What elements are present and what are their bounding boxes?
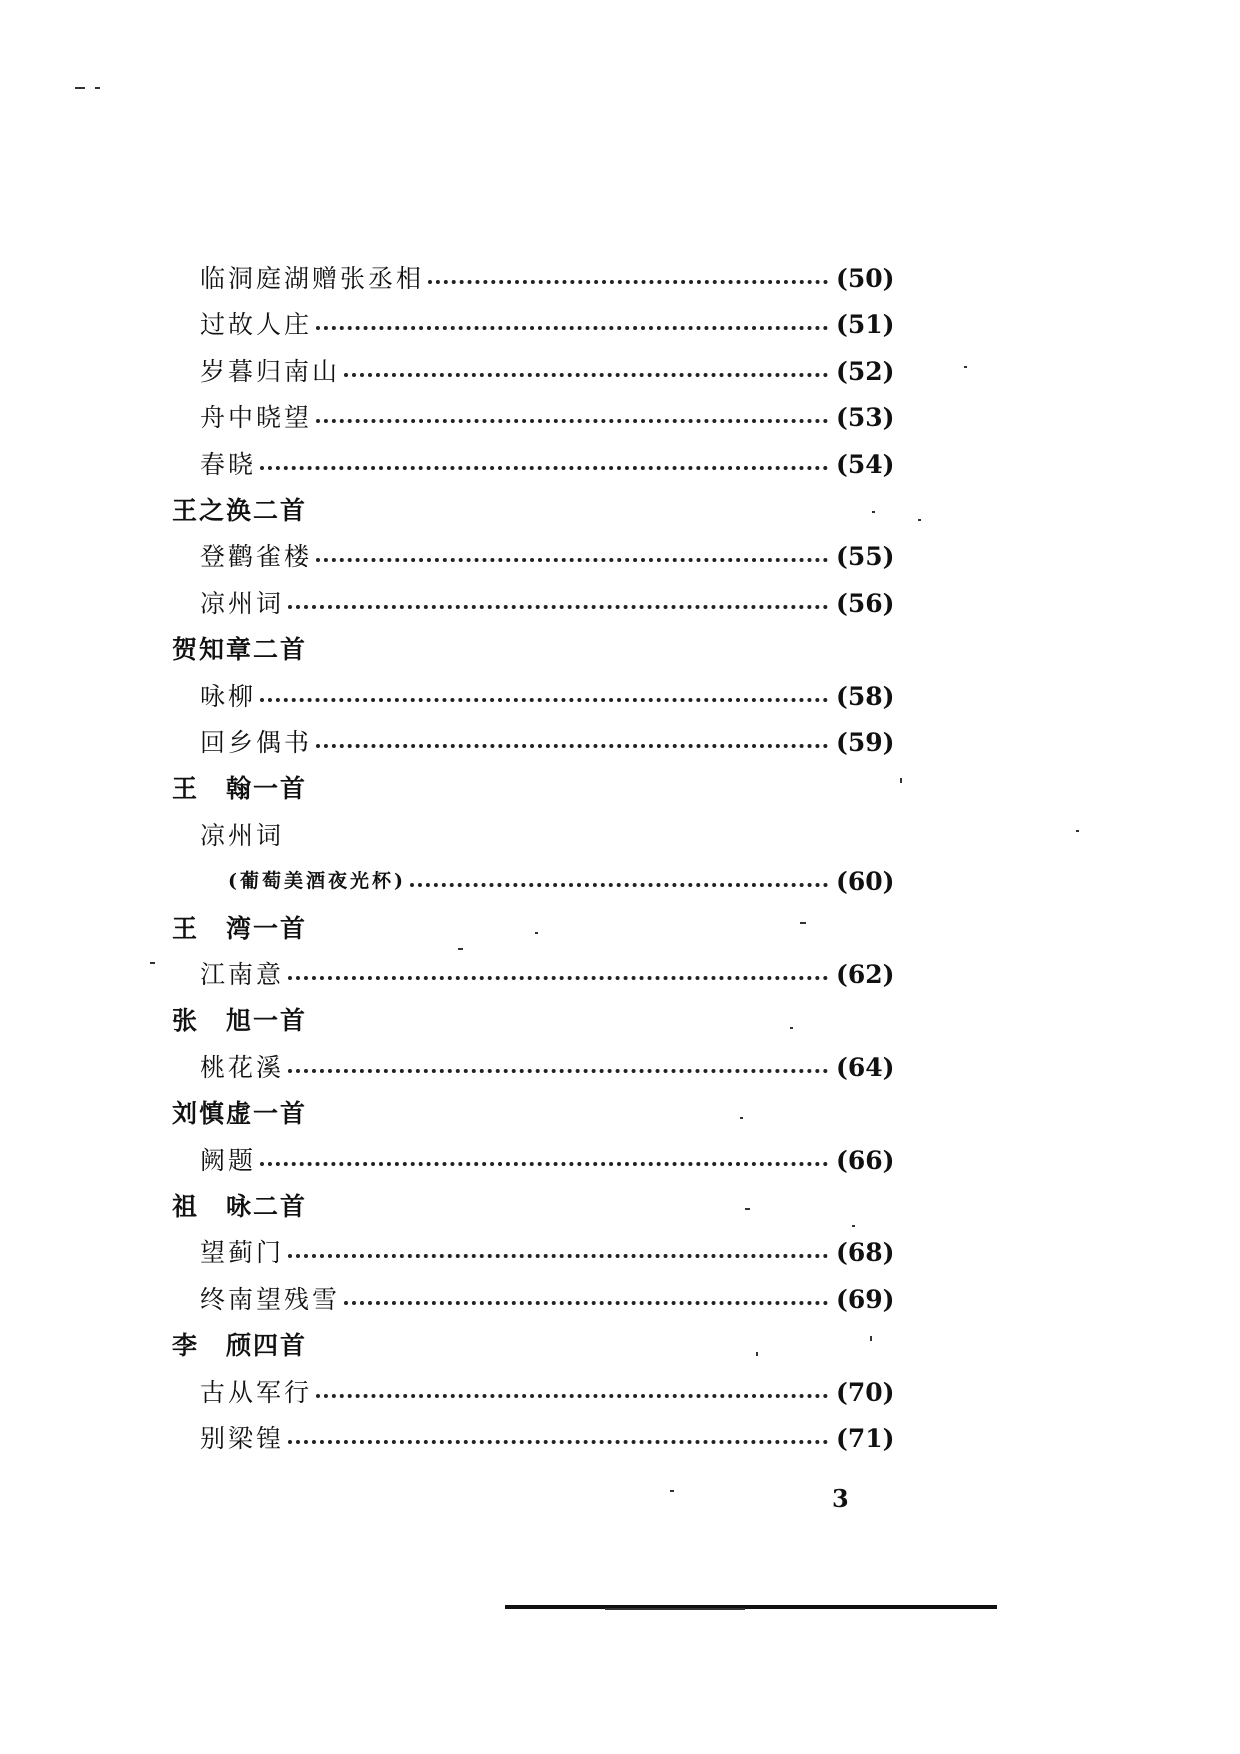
toc-author-heading (0, 998, 1240, 1044)
toc-entry (0, 1370, 1240, 1416)
scan-speck (900, 778, 902, 783)
toc-entry (0, 442, 1240, 488)
toc-entry (0, 302, 1240, 348)
dot-leader (344, 369, 828, 377)
toc-entry (0, 674, 1240, 720)
scan-speck (756, 1352, 758, 1356)
author-name: 李 颀四首 (172, 1331, 308, 1361)
scan-speck (800, 922, 806, 924)
toc-entry (0, 720, 1240, 766)
page-ref: (59) (836, 728, 895, 757)
scan-speck (150, 962, 155, 964)
toc-entry (0, 256, 1240, 302)
dot-leader (316, 554, 828, 562)
poem-title: 凉州词 (200, 820, 285, 850)
dot-leader (288, 1436, 828, 1444)
page-ref: (71) (836, 1424, 895, 1453)
poem-title: 临洞庭湖赠张丞相 (200, 264, 425, 293)
scan-speck (852, 1225, 855, 1227)
toc-entry (0, 813, 1240, 859)
author-name: 张 旭一首 (172, 1006, 308, 1036)
scan-speck (870, 1336, 872, 1341)
scan-speck (745, 1208, 750, 1210)
page-ref: (62) (836, 960, 895, 989)
scan-speck (75, 87, 85, 89)
toc-author-heading (0, 766, 1240, 812)
poem-title: 春晓 (200, 449, 257, 479)
poem-title: 望蓟门 (200, 1238, 285, 1268)
poem-title: 过故人庄 (200, 310, 313, 340)
poem-title: 舟中晓望 (200, 403, 313, 433)
scan-speck (95, 87, 100, 89)
dot-leader (288, 601, 828, 609)
dot-leader (288, 1065, 828, 1073)
page-ref: (56) (836, 588, 895, 618)
poem-title: 岁暮归南山 (200, 356, 341, 386)
toc-entry (0, 395, 1240, 441)
toc-entry (0, 952, 1240, 998)
toc-author-heading (0, 488, 1240, 534)
dot-leader (344, 1297, 828, 1305)
dot-leader (288, 1250, 828, 1258)
page-ref: (68) (836, 1238, 895, 1268)
dot-leader (260, 462, 828, 470)
page-ref: (51) (836, 310, 895, 340)
dot-leader (260, 1158, 828, 1166)
page-ref: (52) (836, 356, 895, 386)
poem-title: 终南望残雪 (200, 1284, 341, 1314)
scan-speck (458, 948, 463, 950)
dot-leader (316, 1390, 828, 1398)
page-ref: (54) (836, 449, 895, 479)
toc-author-heading (0, 1184, 1240, 1230)
toc-author-heading (0, 1091, 1240, 1137)
dot-leader (428, 276, 828, 284)
author-name: 王之涣二首 (172, 496, 308, 525)
author-name: 王 湾一首 (172, 913, 308, 943)
scan-speck (964, 366, 967, 368)
page-ref: (60) (836, 867, 895, 897)
toc-entry (0, 1045, 1240, 1091)
poem-title: 登鹳雀楼 (200, 542, 313, 572)
toc-author-heading (0, 627, 1240, 673)
toc-entry (0, 534, 1240, 580)
toc-author-heading (0, 1323, 1240, 1369)
toc-entry (0, 1138, 1240, 1184)
page-number: 3 (832, 1484, 849, 1513)
poem-title: 回乡偶书 (200, 728, 313, 757)
toc-entry (0, 1277, 1240, 1323)
scan-speck (790, 1027, 793, 1029)
dot-leader (316, 740, 828, 748)
toc-entry (0, 581, 1240, 627)
poem-title: 江南意 (200, 960, 285, 989)
author-name: 刘慎虚一首 (172, 1099, 308, 1129)
poem-title: 别梁锽 (200, 1424, 285, 1453)
dot-leader (316, 415, 828, 423)
page-ref: (58) (836, 681, 895, 711)
dot-leader (410, 879, 828, 887)
toc-author-heading (0, 906, 1240, 952)
page-ref: (70) (836, 1377, 895, 1407)
toc-entry (0, 349, 1240, 395)
author-name: 贺知章二首 (172, 635, 308, 665)
scan-speck (535, 932, 538, 934)
page-ref: (69) (836, 1284, 895, 1314)
page-ref: (50) (836, 264, 895, 293)
toc-entry (0, 1230, 1240, 1276)
page-ref: (53) (836, 403, 895, 433)
scan-speck (1076, 830, 1079, 832)
author-name: 王 翰一首 (172, 774, 308, 804)
poem-title: 凉州词 (200, 588, 285, 618)
toc-entry (0, 859, 1240, 905)
scan-speck (918, 519, 921, 521)
poem-title: 桃花溪 (200, 1052, 285, 1082)
scan-speck (740, 1117, 743, 1119)
poem-title: 古从军行 (200, 1377, 313, 1407)
dot-leader (260, 694, 828, 702)
scan-speck (670, 1490, 674, 1492)
page-ref: (55) (836, 542, 895, 572)
dot-leader (316, 322, 828, 330)
scan-speck (872, 511, 875, 513)
page-ref: (66) (836, 1145, 895, 1175)
dot-leader (288, 972, 828, 980)
bottom-rule (505, 1605, 997, 1609)
poem-title: (葡萄美酒夜光杯) (228, 870, 406, 893)
toc-entry (0, 1416, 1240, 1462)
poem-title: 咏柳 (200, 681, 257, 711)
page-ref: (64) (836, 1052, 895, 1082)
poem-title: 阙题 (200, 1145, 257, 1175)
author-name: 祖 咏二首 (172, 1192, 308, 1221)
